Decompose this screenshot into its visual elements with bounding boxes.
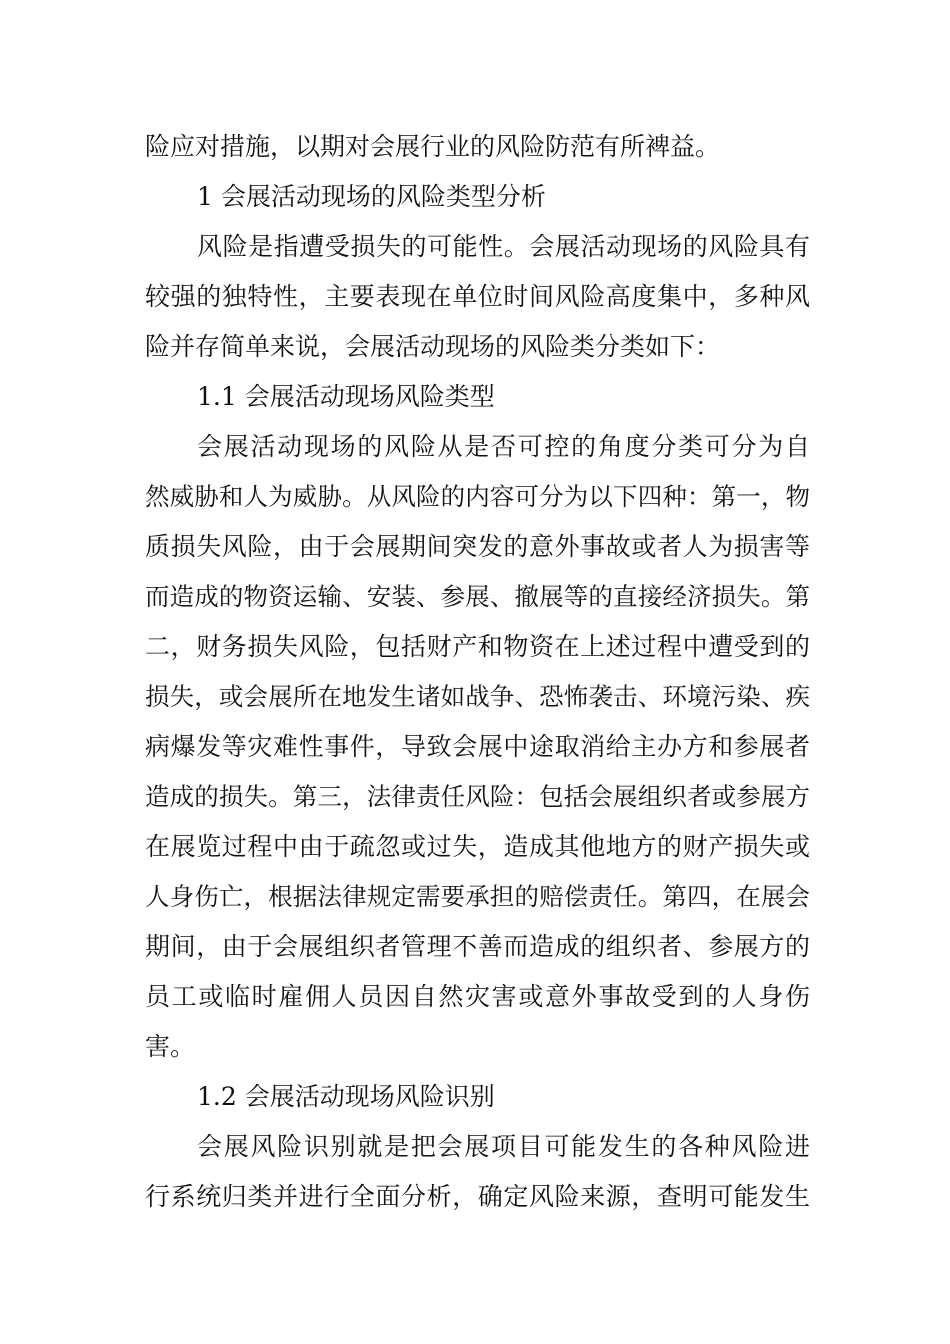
text-line: 期间，由于会展组织者管理不善而造成的组织者、参展方的 <box>145 932 810 961</box>
subsection-heading: 1.2 会展活动现场风险识别 <box>197 1082 495 1111</box>
text-line: 然威胁和人为威胁。从风险的内容可分为以下四种：第一，物 <box>145 482 810 511</box>
text-line: 员工或临时雇佣人员因自然灾害或意外事故受到的人身伤 <box>145 982 810 1011</box>
text-line: 较强的独特性，主要表现在单位时间风险高度集中，多种风 <box>145 282 810 311</box>
text-line: 险并存简单来说，会展活动现场的风险类分类如下： <box>145 332 721 361</box>
text-line: 行系统归类并进行全面分析，确定风险来源，查明可能发生 <box>145 1182 810 1211</box>
text-line: 在展览过程中由于疏忽或过失，造成其他地方的财产损失或 <box>145 832 810 861</box>
text-line: 风险是指遭受损失的可能性。会展活动现场的风险具有 <box>197 232 810 261</box>
text-line: 病爆发等灾难性事件，导致会展中途取消给主办方和参展者 <box>145 732 810 761</box>
text-line: 造成的损失。第三，法律责任风险：包括会展组织者或参展方 <box>145 782 810 811</box>
text-line: 二，财务损失风险，包括财产和物资在上述过程中遭受到的 <box>145 632 810 661</box>
section-heading: 1 会展活动现场的风险类型分析 <box>197 182 546 211</box>
text-line: 人身伤亡，根据法律规定需要承担的赔偿责任。第四，在展会 <box>145 882 810 911</box>
text-line: 险应对措施，以期对会展行业的风险防范有所裨益。 <box>145 132 721 161</box>
document-page <box>145 122 810 1222</box>
text-line: 质损失风险，由于会展期间突发的意外事故或者人为损害等 <box>145 532 810 561</box>
text-line: 害。 <box>145 1032 196 1061</box>
text-line: 而造成的物资运输、安装、参展、撤展等的直接经济损失。第 <box>145 582 810 611</box>
subsection-heading: 1.1 会展活动现场风险类型 <box>197 382 495 411</box>
text-line: 会展活动现场的风险从是否可控的角度分类可分为自 <box>197 432 810 461</box>
text-line: 损失，或会展所在地发生诸如战争、恐怖袭击、环境污染、疾 <box>145 682 810 711</box>
text-line: 会展风险识别就是把会展项目可能发生的各种风险进 <box>197 1132 810 1161</box>
